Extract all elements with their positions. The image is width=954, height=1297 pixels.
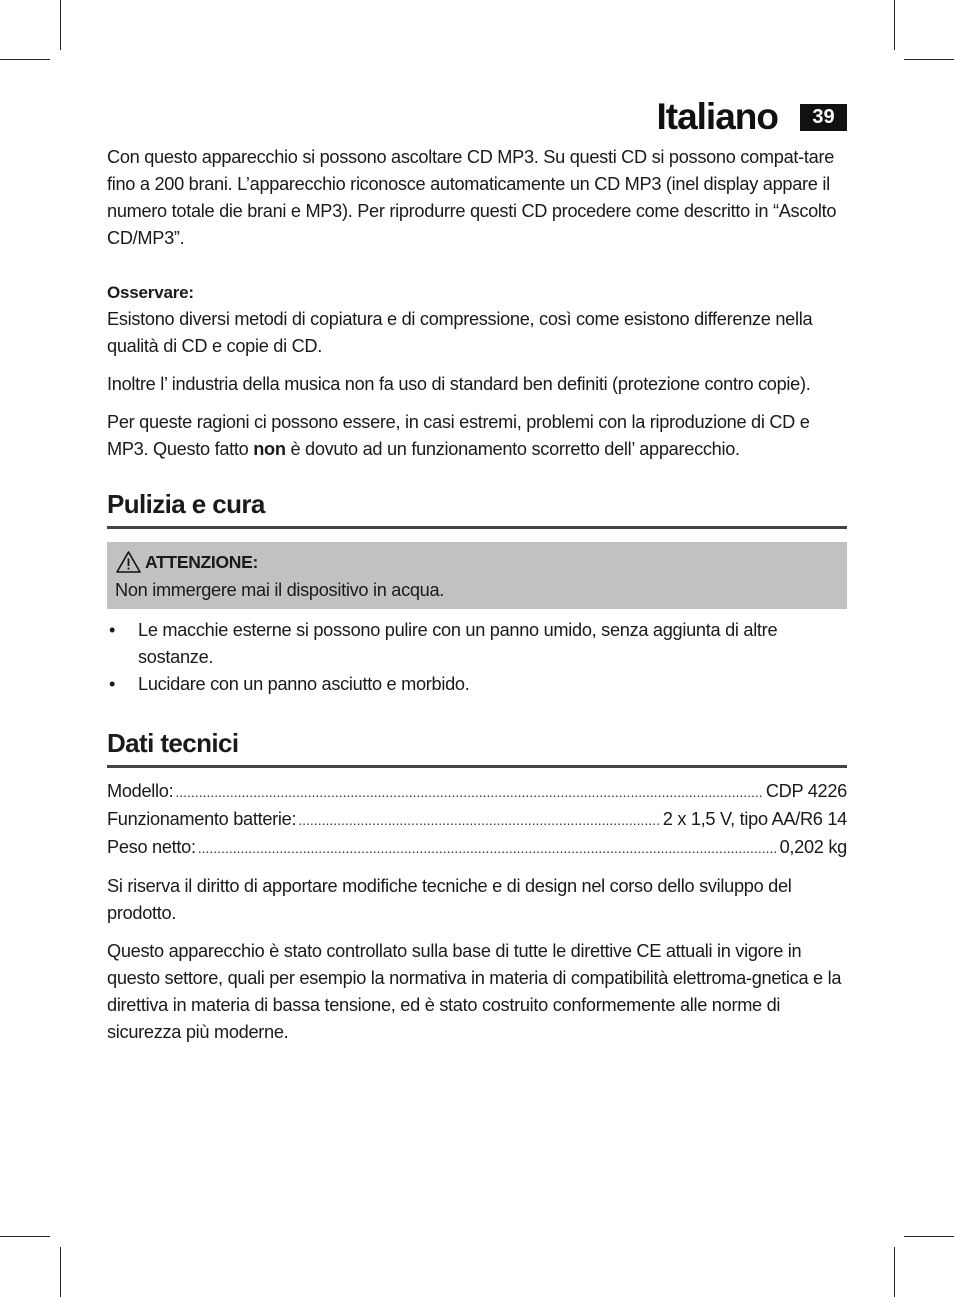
list-item-text: Lucidare con un panno asciutto e morbido. xyxy=(138,674,470,694)
dot-leader xyxy=(298,806,661,834)
bullet-icon: • xyxy=(109,674,116,694)
crop-mark xyxy=(60,1247,61,1297)
crop-mark xyxy=(894,0,895,50)
note-paragraph xyxy=(107,409,847,463)
note-text: Per queste ragioni ci possono essere, in casi estremi, problemi con la riproduzione di CD e MP3. Questo fatto xyxy=(107,412,810,459)
spec-row xyxy=(107,834,847,862)
list-item-text: Le macchie esterne si possono pulire con un panno umido, senza aggiunta di altre sostanze. xyxy=(138,620,778,667)
bullet-icon: • xyxy=(109,620,116,640)
crop-mark xyxy=(0,59,50,60)
specs-table xyxy=(107,778,847,862)
page-number: 39 xyxy=(800,104,847,131)
compliance-paragraph: Questo apparecchio è stato controllato sulla base di tutte le direttive CE attuali in vigore in questo settore, quali per esempio la normativa in materia di compatibilità elettroma-gnetica e la direttiva in materia di bassa tensione, ed è stato costruito conformemente alle norme di sicurezza più moderne. xyxy=(107,941,842,1042)
spec-label: Funzionamento batterie: xyxy=(107,809,297,829)
spec-label: Modello: xyxy=(107,781,174,801)
spec-row xyxy=(107,806,847,834)
warning-text: Non immergere mai il dispositivo in acqua. xyxy=(115,580,445,600)
section-heading-cleaning: Pulizia e cura xyxy=(107,489,847,529)
crop-mark xyxy=(904,1236,954,1237)
list-item xyxy=(107,671,847,698)
warning-triangle-icon xyxy=(115,550,142,574)
intro-paragraph: Con questo apparecchio si possono ascoltare CD MP3. Su questi CD si possono compat-tare fino a 200 brani. L’apparecchio riconosce automaticamente un CD MP3 (inel display appare il numero totale die brani e MP3). Per riprodurre questi CD procedere come descritto in “Ascolto CD/MP3”. xyxy=(107,147,837,248)
dot-leader xyxy=(198,834,778,862)
crop-mark xyxy=(60,0,61,50)
warning-box xyxy=(107,542,847,609)
crop-mark xyxy=(0,1236,50,1237)
dot-leader xyxy=(175,778,763,806)
warning-title: ATTENZIONE: xyxy=(145,552,259,572)
language-title: Italiano xyxy=(656,96,778,137)
spec-value: CDP 4226 xyxy=(765,781,847,801)
cleaning-list xyxy=(107,617,847,698)
warning-title-row xyxy=(115,548,839,576)
crop-mark xyxy=(904,59,954,60)
note-label: Osservare: xyxy=(107,283,194,302)
spec-label: Peso netto: xyxy=(107,837,196,857)
spec-value: 2 x 1,5 V, tipo AA/R6 14 xyxy=(662,809,847,829)
section-heading-specs: Dati tecnici xyxy=(107,728,847,768)
note-text: è dovuto ad un funzionamento scorretto dell’ apparecchio. xyxy=(285,439,740,459)
spec-value: 0,202 kg xyxy=(779,837,847,857)
list-item xyxy=(107,617,847,671)
note-paragraph: Esistono diversi metodi di copiatura e di compressione, così come esistono differenze nella qualità di CD e copie di CD. xyxy=(107,309,813,356)
spec-row xyxy=(107,778,847,806)
page-content xyxy=(107,144,847,1046)
note-paragraph: Inoltre l’ industria della musica non fa uso di standard ben definiti (protezione contro copie). xyxy=(107,374,811,394)
crop-mark xyxy=(894,1247,895,1297)
note-bold-text: non xyxy=(253,439,286,459)
disclaimer-paragraph: Si riserva il diritto di apportare modifiche tecniche e di design nel corso dello sviluppo del prodotto. xyxy=(107,876,792,923)
